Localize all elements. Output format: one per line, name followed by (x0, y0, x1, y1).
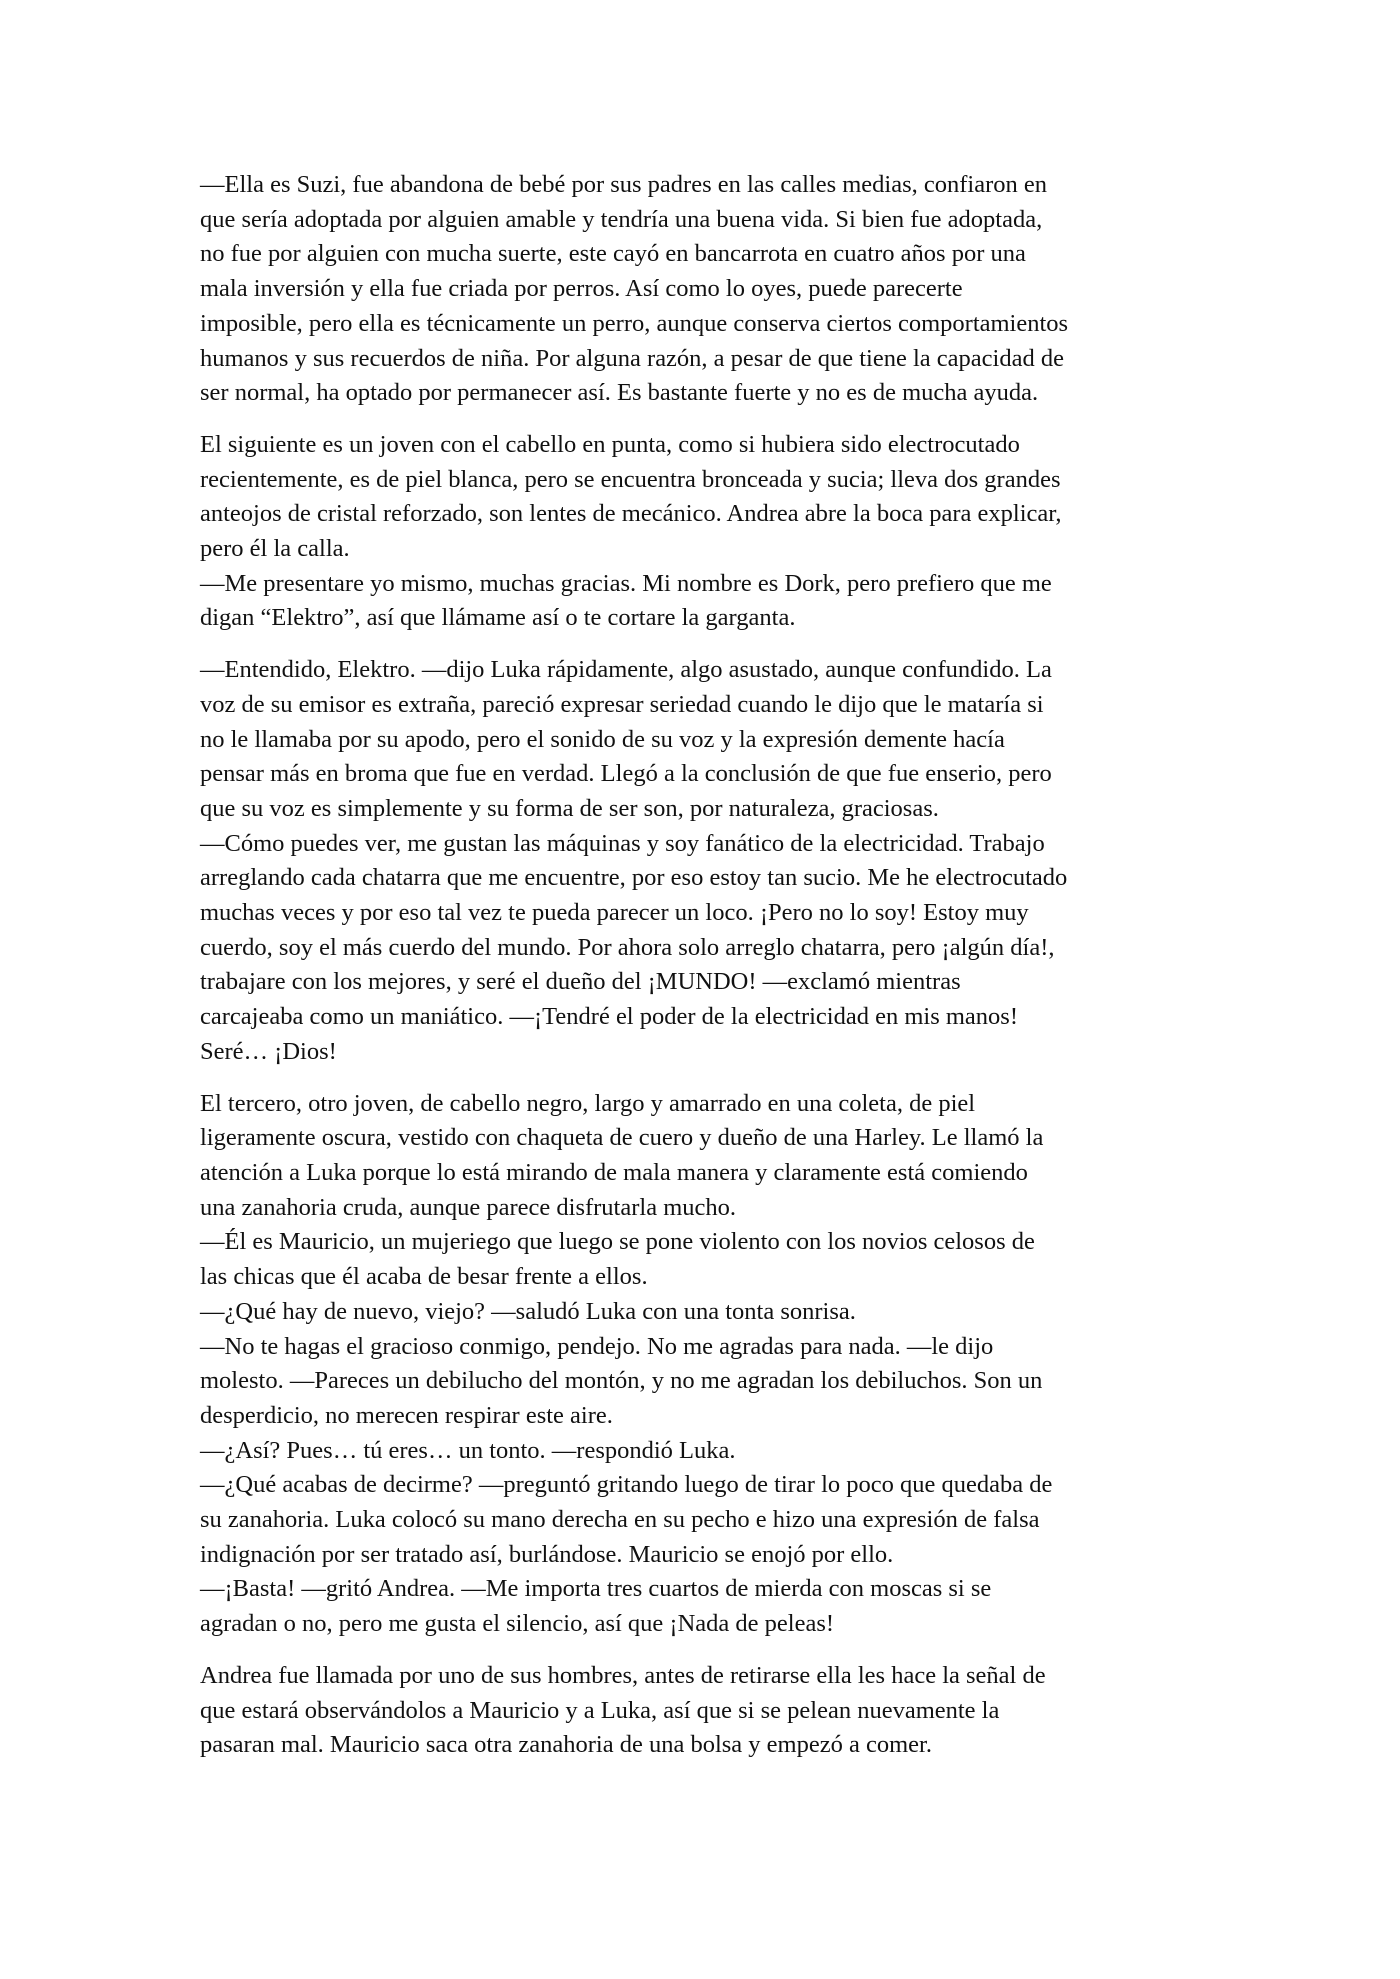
text-line: que su voz es simplemente y su forma de ser son, por naturaleza, graciosas. (200, 794, 939, 822)
text-line: cuerdo, soy el más cuerdo del mundo. Por ahora solo arreglo chatarra, pero ¡algún día!, (200, 933, 1055, 961)
text-line: una zanahoria cruda, aunque parece disfrutarla mucho. (200, 1193, 737, 1221)
text-line: anteojos de cristal reforzado, son lentes de mecánico. Andrea abre la boca para explicar, (200, 500, 1062, 528)
text-line: atención a Luka porque lo está mirando de mala manera y claramente está comiendo (200, 1158, 1028, 1186)
text-line: las chicas que él acaba de besar frente a ellos. (200, 1263, 648, 1291)
text-line: desperdicio, no merecen respirar este aire. (200, 1401, 613, 1429)
text-line: pasaran mal. Mauricio saca otra zanahoria de una bolsa y empezó a comer. (200, 1731, 932, 1759)
paragraph (200, 1659, 1202, 1763)
text-line: indignación por ser tratado así, burlándose. Mauricio se enojó por ello. (200, 1540, 894, 1568)
text-line: —Me presentare yo mismo, muchas gracias. Mi nombre es Dork, pero prefiero que me (200, 569, 1052, 597)
text-line: humanos y sus recuerdos de niña. Por alguna razón, a pesar de que tiene la capacidad de (200, 344, 1064, 372)
text-line: Seré… ¡Dios! (200, 1037, 337, 1065)
text-line: ligeramente oscura, vestido con chaqueta de cuero y dueño de una Harley. Le llamó la (200, 1124, 1044, 1152)
text-line: —Cómo puedes ver, me gustan las máquinas y soy fanático de la electricidad. Trabajo (200, 829, 1045, 857)
text-line: imposible, pero ella es técnicamente un perro, aunque conserva ciertos comportamientos (200, 309, 1069, 337)
text-line: —¿Qué hay de nuevo, viejo? —saludó Luka con una tonta sonrisa. (200, 1297, 856, 1325)
text-line: —¡Basta! —gritó Andrea. —Me importa tres cuartos de mierda con moscas si se (200, 1575, 992, 1603)
text-line: —Ella es Suzi, fue abandona de bebé por sus padres en las calles medias, confiaron en (200, 171, 1047, 198)
text-line: —Entendido, Elektro. —dijo Luka rápidamente, algo asustado, aunque confundido. La (200, 656, 1052, 684)
paragraph (200, 168, 1202, 411)
text-line: muchas veces y por eso tal vez te pueda parecer un loco. ¡Pero no lo soy! Estoy muy (200, 899, 1029, 927)
text-line: —¿Qué acabas de decirme? —preguntó gritando luego de tirar lo poco que quedaba de (200, 1471, 1053, 1499)
paragraph (200, 1087, 1202, 1642)
text-line: agradan o no, pero me gusta el silencio, así que ¡Nada de peleas! (200, 1610, 835, 1638)
text-line: Andrea fue llamada por uno de sus hombres, antes de retirarse ella les hace la señal de (200, 1661, 1046, 1689)
text-line: ser normal, ha optado por permanecer así. Es bastante fuerte y no es de mucha ayuda. (200, 379, 1039, 407)
text-line: mala inversión y ella fue criada por perros. Así como lo oyes, puede parecerte (200, 275, 963, 303)
text-line: El tercero, otro joven, de cabello negro, largo y amarrado en una coleta, de piel (200, 1089, 976, 1117)
text-line: no le llamaba por su apodo, pero el sonido de su voz y la expresión demente hacía (200, 725, 1005, 753)
text-line: —Él es Mauricio, un mujeriego que luego se pone violento con los novios celosos de (200, 1228, 1035, 1256)
text-line: —¿Así? Pues… tú eres… un tonto. —respondió Luka. (200, 1436, 736, 1464)
text-line: que estará observándolos a Mauricio y a Luka, así que si se pelean nuevamente la (200, 1696, 1000, 1724)
text-line: molesto. —Pareces un debilucho del montón, y no me agradan los debiluchos. Son un (200, 1367, 1043, 1395)
paragraph (200, 428, 1202, 636)
text-line: carcajeaba como un maniático. —¡Tendré el poder de la electricidad en mis manos! (200, 1003, 1018, 1031)
text-line: pensar más en broma que fue en verdad. Llegó a la conclusión de que fue enserio, pero (200, 760, 1052, 788)
paragraph (200, 653, 1202, 1069)
text-line: que sería adoptada por alguien amable y tendría una buena vida. Si bien fue adoptada, (200, 205, 1043, 233)
text-line: trabajare con los mejores, y seré el dueño del ¡MUNDO! —exclamó mientras (200, 968, 961, 996)
text-line: recientemente, es de piel blanca, pero se encuentra bronceada y sucia; lleva dos grandes (200, 465, 1061, 493)
text-line: arreglando cada chatarra que me encuentre, por eso estoy tan sucio. Me he electrocutado (200, 864, 1068, 892)
text-line: pero él la calla. (200, 535, 350, 563)
document-page (200, 168, 1202, 1780)
text-line: voz de su emisor es extraña, pareció expresar seriedad cuando le dijo que le mataría si (200, 690, 1044, 718)
text-line: —No te hagas el gracioso conmigo, pendejo. No me agradas para nada. —le dijo (200, 1332, 994, 1360)
text-line: digan “Elektro”, así que llámame así o te cortare la garganta. (200, 604, 796, 632)
text-line: no fue por alguien con mucha suerte, este cayó en bancarrota en cuatro años por una (200, 240, 1026, 268)
text-line: El siguiente es un joven con el cabello en punta, como si hubiera sido electrocutado (200, 430, 1020, 458)
text-line: su zanahoria. Luka colocó su mano derecha en su pecho e hizo una expresión de falsa (200, 1506, 1040, 1534)
